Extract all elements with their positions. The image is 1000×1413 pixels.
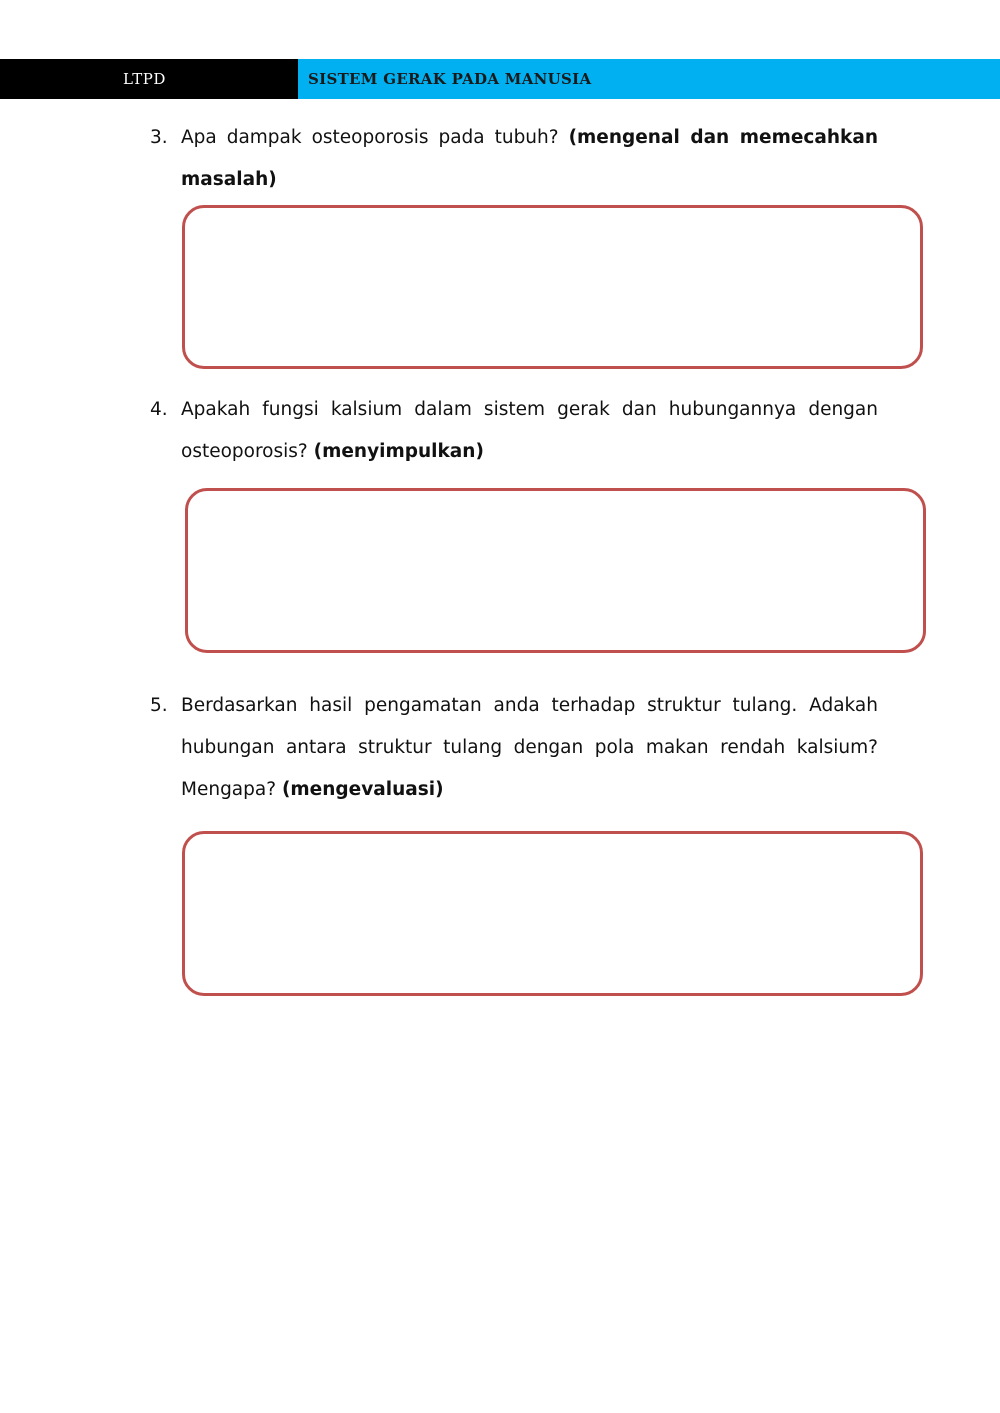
question-body: Apakah fungsi kalsium dalam sistem gerak dan hubungannya dengan osteoporosis?: [181, 399, 878, 462]
question-text: [181, 685, 878, 811]
question-level: (mengevaluasi): [281, 779, 444, 800]
question-number: 3.: [150, 127, 168, 148]
answer-box-4[interactable]: [185, 488, 926, 653]
question-5: [150, 685, 878, 811]
page-header: [0, 59, 1000, 99]
answer-box-3[interactable]: [182, 205, 923, 369]
question-4: [150, 389, 878, 473]
answer-box-5[interactable]: [182, 831, 923, 996]
question-text: [181, 117, 878, 201]
question-number: 5.: [150, 695, 168, 716]
question-body: Berdasarkan hasil pengamatan anda terhadap struktur tulang. Adakah hubungan antara struktur tulang dengan pola makan rendah kalsium? Mengapa?: [181, 695, 878, 800]
question-number: 4.: [150, 399, 168, 420]
question-level: (mengenal dan memecahkan masalah): [181, 127, 878, 190]
question-text: [181, 389, 878, 473]
question-body: Apa dampak osteoporosis pada tubuh?: [181, 127, 559, 148]
header-title: SISTEM GERAK PADA MANUSIA: [298, 59, 1000, 99]
question-3: [150, 117, 878, 201]
header-left-label: LTPD: [0, 59, 298, 99]
question-level: (menyimpulkan): [313, 441, 484, 462]
